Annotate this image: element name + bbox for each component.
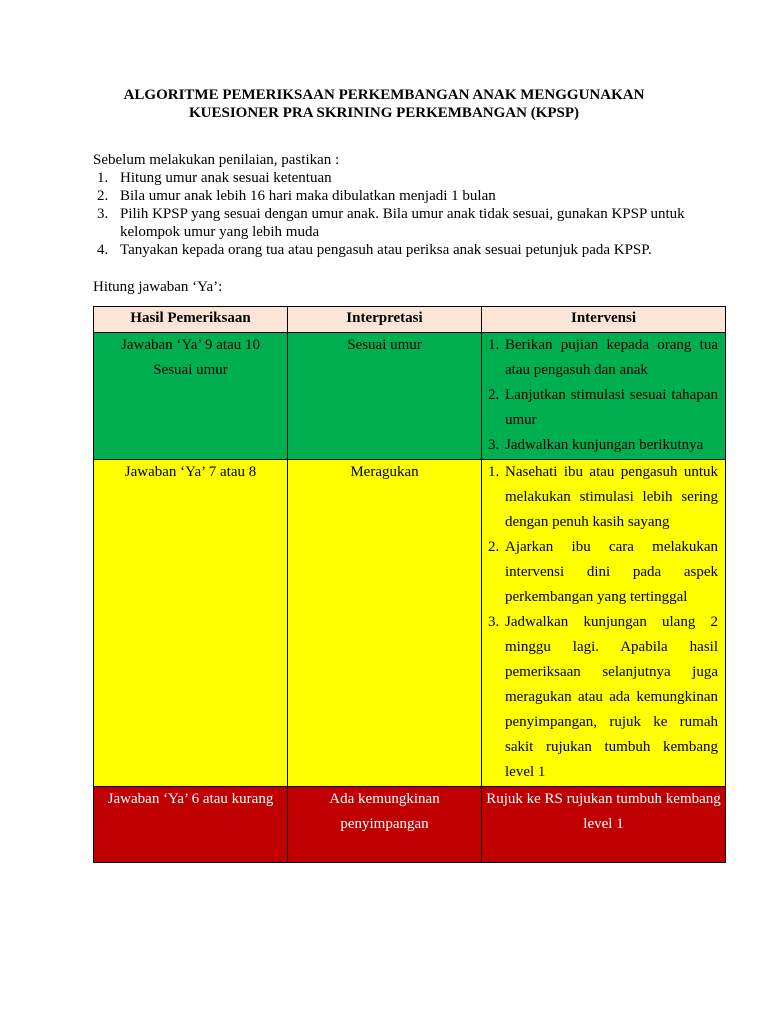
intervention-cell [482,333,726,460]
kpsp-table [93,306,726,863]
header-cell-interpretation: Interpretasi [288,307,482,333]
intervention-text: Ajarkan ibu cara melakukan intervensi dini pada aspek perkembangan yang tertinggal [505,539,718,605]
intervention-text: Rujuk ke RS rujukan tumbuh kembang level 1 [486,791,721,832]
intervention-item [482,610,718,785]
interpretation-cell [288,333,482,460]
table-row-doubtful [94,460,726,787]
result-text: Jawaban ‘Ya’ 9 atau 10 [121,337,260,353]
instructions-lead: Sebelum melakukan penilaian, pastikan : [93,152,340,168]
interpretation-cell [288,460,482,787]
table-header-row [94,307,726,333]
result-subtext: Sesuai umur [153,362,228,378]
interpretation-text: Ada kemungkinan penyimpangan [329,791,440,832]
table-row-deviation [94,787,726,863]
instruction-text: Bila umur anak lebih 16 hari maka dibulatkan menjadi 1 bulan [120,188,496,204]
count-label: Hitung jawaban ‘Ya’: [93,279,223,295]
result-text: Jawaban ‘Ya’ 6 atau kurang [107,791,274,807]
intervention-cell [482,460,726,787]
intervention-number: 1. [488,337,500,353]
intervention-number: 2. [488,387,500,403]
instruction-number: 4. [97,242,109,258]
intervention-list [482,460,725,785]
interpretation-text: Meragukan [350,464,419,480]
intervention-number: 3. [488,437,500,453]
instruction-item [93,169,733,187]
title-line-2: KUESIONER PRA SKRINING PERKEMBANGAN (KPSP) [188,105,580,121]
result-cell [94,333,288,460]
result-text: Jawaban ‘Ya’ 7 atau 8 [124,464,257,480]
result-cell [94,460,288,787]
instructions-section [93,151,733,259]
intervention-cell [482,787,726,863]
header-cell-intervention: Intervensi [482,307,726,333]
result-cell [94,787,288,863]
instruction-item [93,187,733,205]
intervention-text: Lanjutkan stimulasi sesuai tahapan umur [505,387,718,428]
document-title [80,86,688,122]
intervention-list [482,333,725,458]
instruction-number: 1. [97,170,109,186]
intervention-item [482,433,718,458]
title-line-1: ALGORITME PEMERIKSAAN PERKEMBANGAN ANAK MENGGUNAKAN [123,87,645,103]
intervention-number: 3. [488,614,500,630]
table-row-appropriate [94,333,726,460]
instruction-text: Pilih KPSP yang sesuai dengan umur anak. Bila umur anak tidak sesuai, gunakan KPSP untuk kelompok umur yang lebih muda [120,206,685,240]
instruction-item [93,241,733,259]
intervention-item [482,460,718,535]
instruction-number: 2. [97,188,109,204]
instruction-item [93,205,733,241]
intervention-text: Jadwalkan kunjungan ulang 2 minggu lagi. Apabila hasil pemeriksaan selanjutnya juga meragukan atau ada kemungkinan penyimpangan, rujuk ke rumah sakit rujukan tumbuh kembang level 1 [505,614,718,780]
header-cell-result: Hasil Pemeriksaan [94,307,288,333]
intervention-item [482,535,718,610]
instruction-text: Hitung umur anak sesuai ketentuan [120,170,332,186]
instruction-text: Tanyakan kepada orang tua atau pengasuh atau periksa anak sesuai petunjuk pada KPSP. [120,242,652,258]
intervention-number: 1. [488,464,500,480]
intervention-text: Berikan pujian kepada orang tua atau pengasuh dan anak [505,337,718,378]
instruction-number: 3. [97,206,109,222]
interpretation-cell [288,787,482,863]
interpretation-text: Sesuai umur [347,337,422,353]
intervention-text: Nasehati ibu atau pengasuh untuk melakukan stimulasi lebih sering dengan penuh kasih sayang [505,464,718,530]
intervention-item [482,333,718,383]
intervention-number: 2. [488,539,500,555]
instructions-list [93,169,733,259]
intervention-item [482,383,718,433]
intervention-text: Jadwalkan kunjungan berikutnya [505,437,704,453]
